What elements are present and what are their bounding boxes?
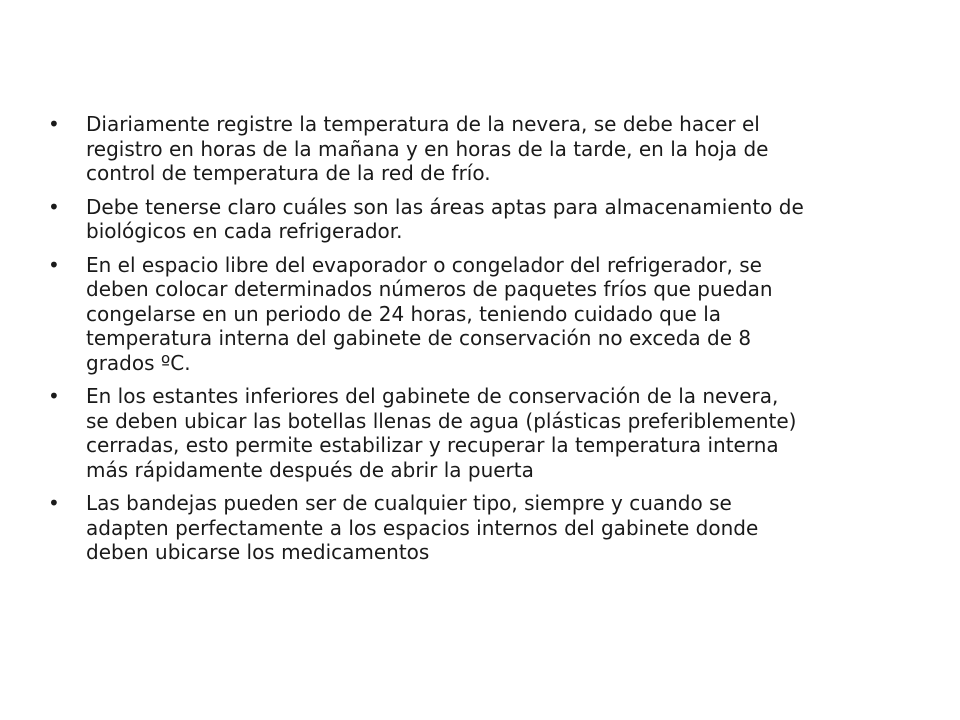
bullet-text-line: Las bandejas pueden ser de cualquier tipo, siempre y cuando se xyxy=(86,491,732,515)
bullet-item-3 xyxy=(48,253,918,376)
bullet-text-line: grados ºC. xyxy=(86,350,191,375)
bullet-item-5 xyxy=(48,491,918,565)
bullet-point-icon: • xyxy=(48,194,60,219)
bullet-text-line: deben colocar determinados números de paquetes fríos que puedan xyxy=(86,277,773,301)
bullet-text-line: En los estantes inferiores del gabinete de conservación de la nevera, xyxy=(86,384,779,408)
bullet-text-line: cerradas, esto permite estabilizar y recuperar la temperatura interna xyxy=(86,433,779,457)
bullet-text-line: más rápidamente después de abrir la puerta xyxy=(86,457,534,482)
bullet-list xyxy=(48,112,918,574)
bullet-text-line: temperatura interna del gabinete de conservación no exceda de 8 xyxy=(86,326,752,350)
bullet-item-1 xyxy=(48,112,918,186)
bullet-point-icon: • xyxy=(48,112,60,136)
bullet-text-line: control de temperatura de la red de frío. xyxy=(86,161,491,185)
bullet-text-line: se deben ubicar las botellas llenas de agua (plásticas preferiblemente) xyxy=(86,408,797,433)
bullet-text-line: En el espacio libre del evaporador o congelador del refrigerador, se xyxy=(86,252,762,277)
bullet-text-line: biológicos en cada refrigerador. xyxy=(86,219,403,243)
bullet-text-line: Diariamente registre la temperatura de la nevera, se debe hacer el xyxy=(86,112,760,136)
bullet-text-line: adapten perfectamente a los espacios internos del gabinete donde xyxy=(86,515,759,540)
bullet-point-icon: • xyxy=(48,491,60,515)
bullet-point-icon: • xyxy=(48,252,60,277)
bullet-text-line: deben ubicarse los medicamentos xyxy=(86,540,430,564)
bullet-text-line: registro en horas de la mañana y en horas de la tarde, en la hoja de xyxy=(86,136,769,161)
bullet-text-line: congelarse en un periodo de 24 horas, teniendo cuidado que la xyxy=(86,301,722,326)
bullet-text-line: Debe tenerse claro cuáles son las áreas aptas para almacenamiento de xyxy=(86,194,804,219)
bullet-item-2 xyxy=(48,195,918,244)
bullet-item-4 xyxy=(48,384,918,482)
bullet-point-icon: • xyxy=(48,384,60,408)
